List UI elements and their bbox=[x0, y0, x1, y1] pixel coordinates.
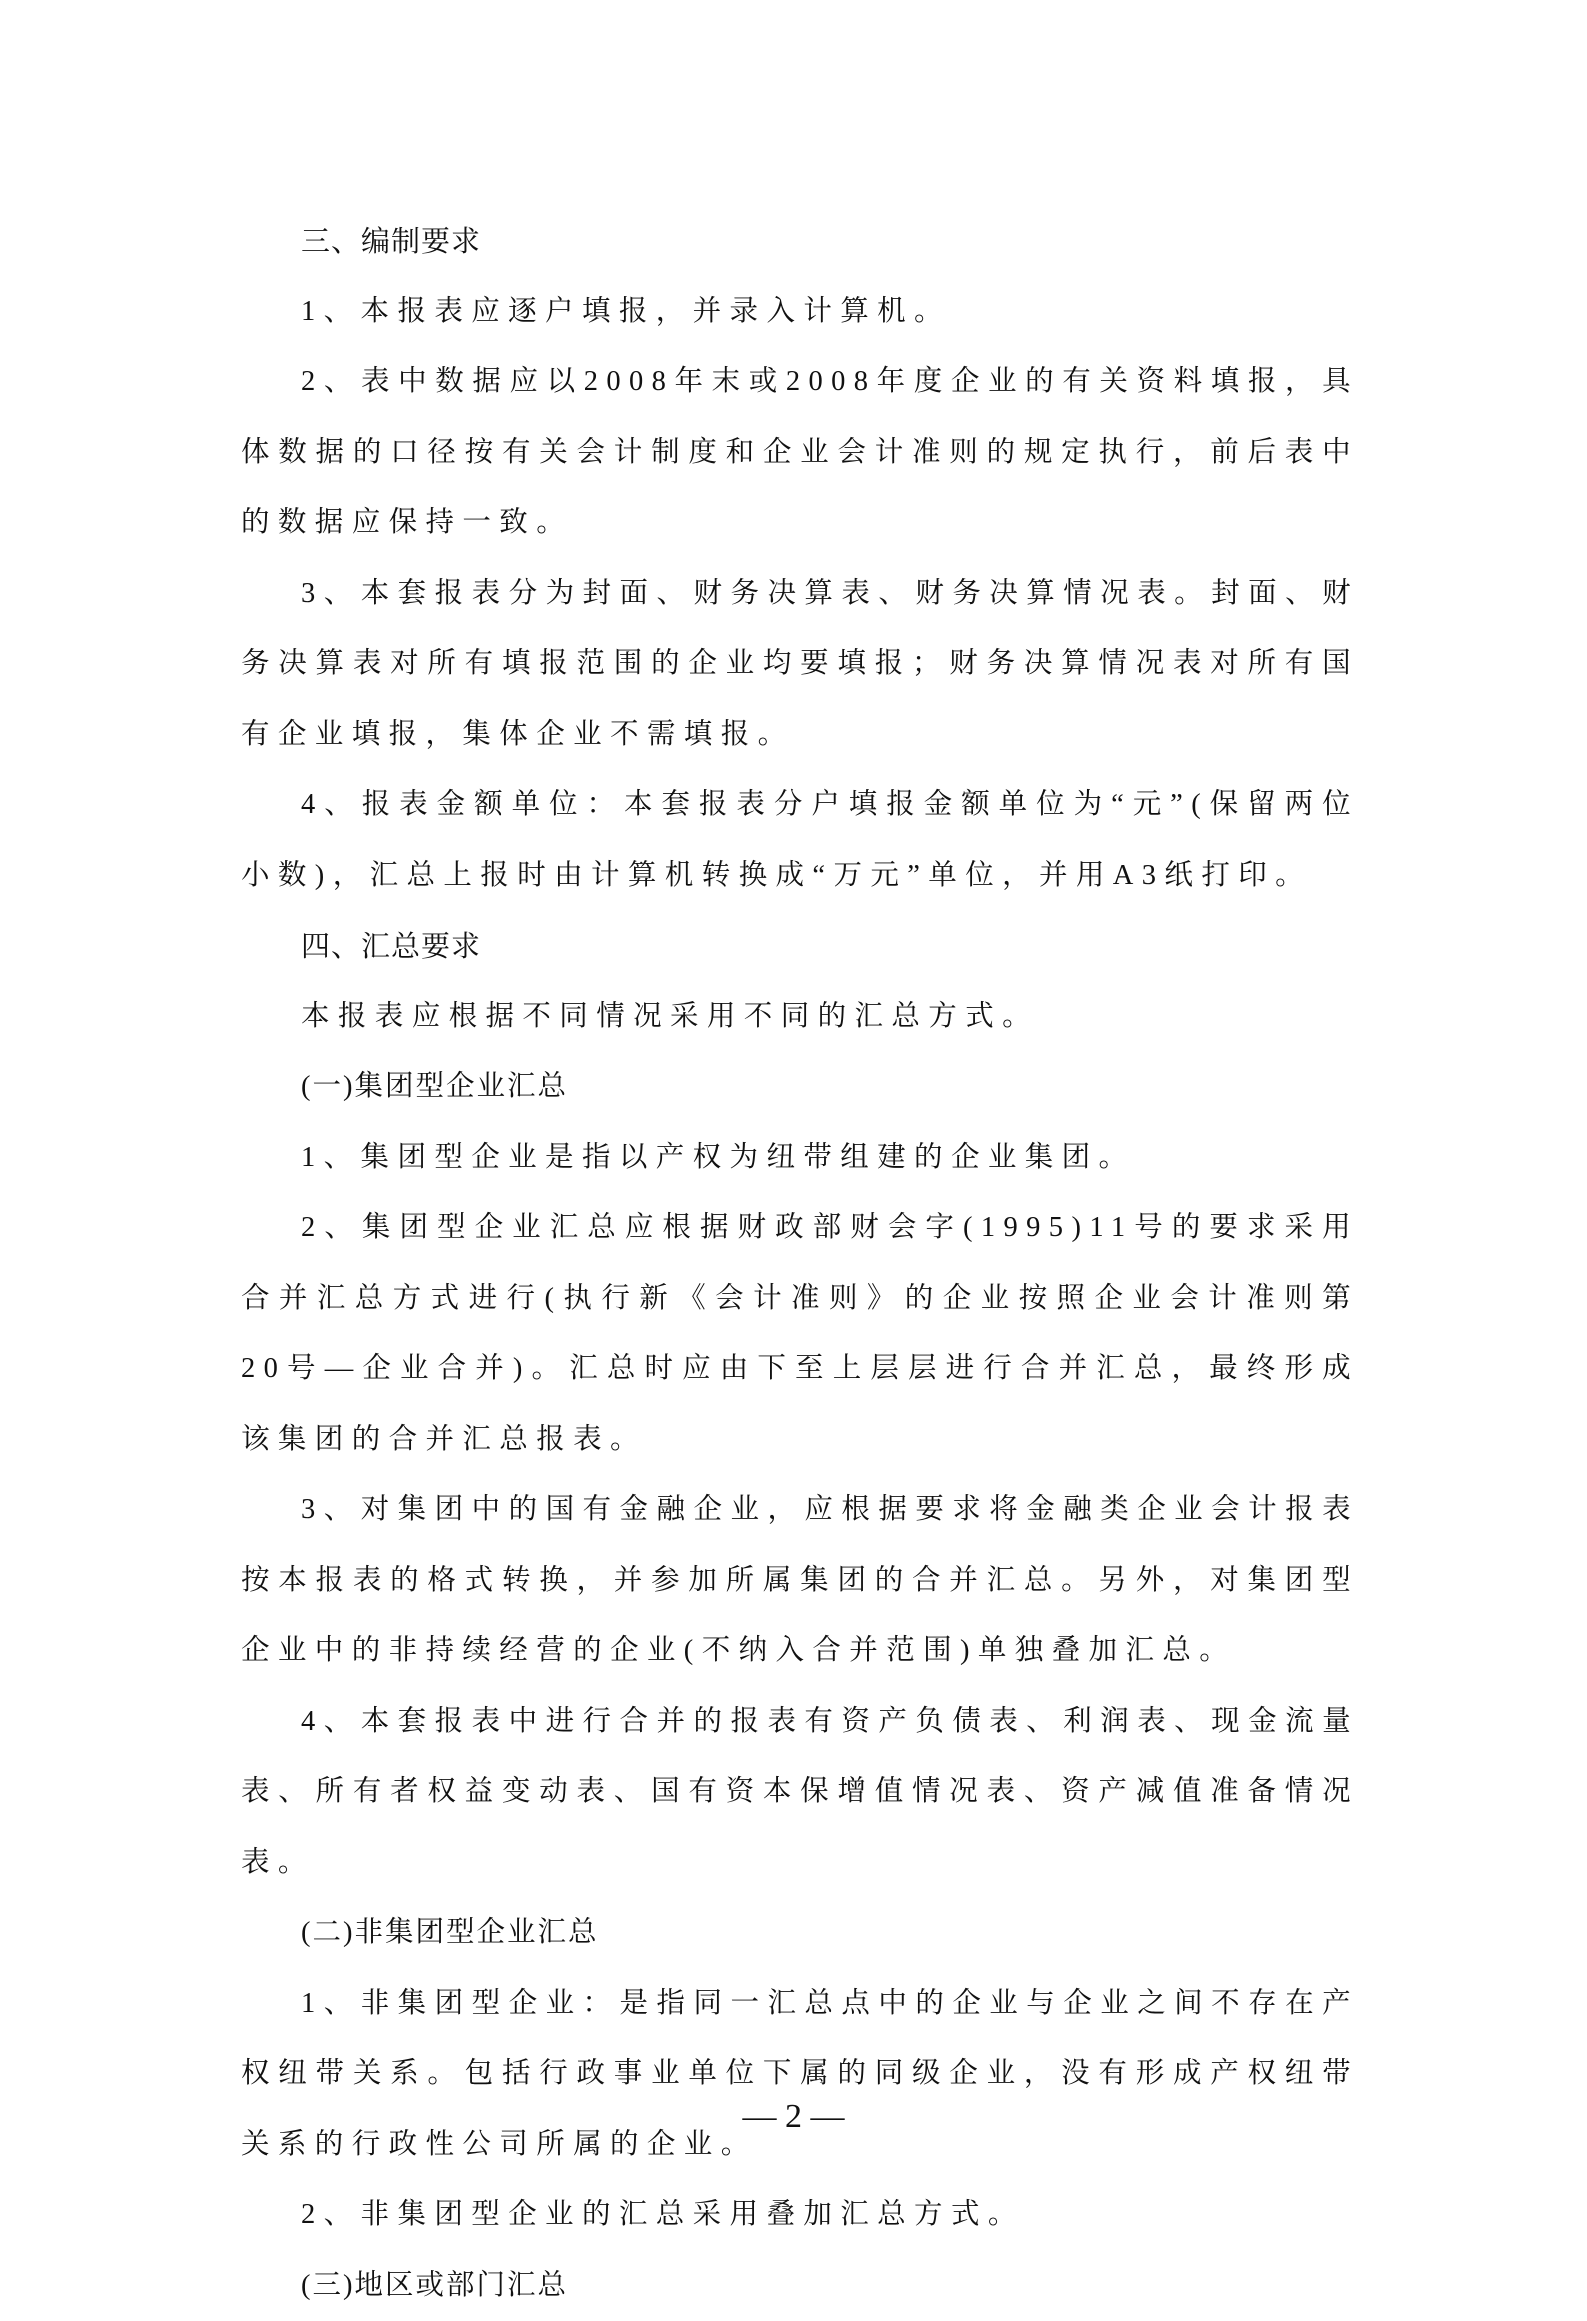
paragraph: 2、表中数据应以2008年末或2008年度企业的有关资料填报，具体数据的口径按有关会计制度和企业会计准则的规定执行，前后表中的数据应保持一致。 bbox=[241, 347, 1359, 559]
paragraph: 4、报表金额单位：本套报表分户填报金额单位为“元”(保留两位小数)，汇总上报时由计算机转换成“万元”单位，并用A3纸打印。 bbox=[241, 770, 1359, 911]
paragraph: 1、本报表应逐户填报，并录入计算机。 bbox=[241, 277, 1359, 348]
paragraph: 1、非集团型企业：是指同一汇总点中的企业与企业之间不存在产权纽带关系。包括行政事业单位下属的同级企业，没有形成产权纽带关系的行政性公司所属的企业。 bbox=[241, 1969, 1359, 2181]
page-number: — 2 — bbox=[0, 2098, 1587, 2136]
paragraph: 2、非集团型企业的汇总采用叠加汇总方式。 bbox=[241, 2180, 1359, 2251]
document-body bbox=[241, 206, 1359, 2321]
paragraph: 4、本套报表中进行合并的报表有资产负债表、利润表、现金流量表、所有者权益变动表、国有资本保增值情况表、资产减值准备情况表。 bbox=[241, 1687, 1359, 1899]
subsection-title-non-group: (二)非集团型企业汇总 bbox=[241, 1898, 1359, 1969]
subsection-title-group: (一)集团型企业汇总 bbox=[241, 1052, 1359, 1123]
paragraph: 3、本套报表分为封面、财务决算表、财务决算情况表。封面、财务决算表对所有填报范围的企业均要填报；财务决算情况表对所有国有企业填报，集体企业不需填报。 bbox=[241, 559, 1359, 771]
paragraph: 2、集团型企业汇总应根据财政部财会字(1995)11号的要求采用合并汇总方式进行(执行新《会计准则》的企业按照企业会计准则第20号—企业合并)。汇总时应由下至上层层进行合并汇总，最终形成该集团的合并汇总报表。 bbox=[241, 1193, 1359, 1475]
section-heading-aggregation: 四、汇总要求 bbox=[241, 911, 1359, 982]
paragraph: 3、对集团中的国有金融企业，应根据要求将金融类企业会计报表按本报表的格式转换，并参加所属集团的合并汇总。另外，对集团型企业中的非持续经营的企业(不纳入合并范围)单独叠加汇总。 bbox=[241, 1475, 1359, 1687]
section-heading-requirements: 三、编制要求 bbox=[241, 206, 1359, 277]
subsection-title-region: (三)地区或部门汇总 bbox=[241, 2251, 1359, 2321]
section-intro: 本报表应根据不同情况采用不同的汇总方式。 bbox=[241, 982, 1359, 1053]
paragraph: 1、集团型企业是指以产权为纽带组建的企业集团。 bbox=[241, 1123, 1359, 1194]
